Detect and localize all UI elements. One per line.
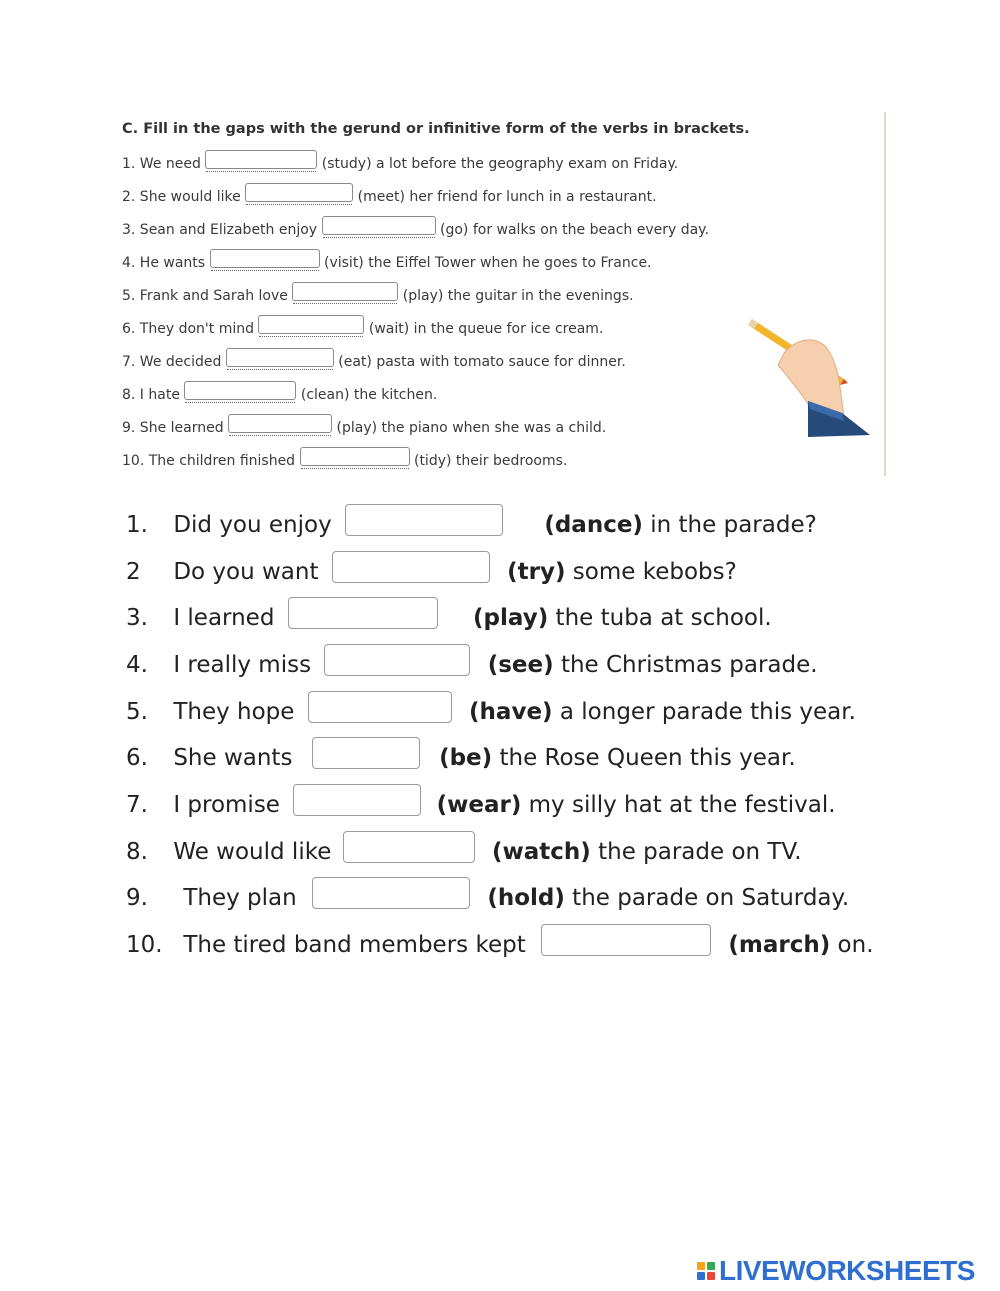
exercise-c-row: 2. She would like (meet) her friend for lunch in a restaurant.: [122, 187, 657, 207]
exercise-row: 10. The tired band members kept (march) on.: [126, 928, 874, 962]
answer-input[interactable]: [541, 924, 711, 956]
exercise-c-row: 9. She learned (play) the piano when she was a child.: [122, 418, 606, 438]
exercise-c-row: 7. We decided (eat) pasta with tomato sauce for dinner.: [122, 352, 626, 372]
exercise-c-row: 6. They don't mind (wait) in the queue for ice cream.: [122, 319, 603, 339]
answer-input[interactable]: [345, 504, 503, 536]
exercise-row: 7. I promise (wear) my silly hat at the festival.: [126, 788, 836, 822]
exercise-row: 2 Do you want (try) some kebobs?: [126, 555, 737, 589]
liveworksheets-branding[interactable]: [697, 1255, 975, 1287]
exercise-c-row: 5. Frank and Sarah love (play) the guitar in the evenings.: [122, 286, 634, 306]
liveworksheets-wordmark: LIVEWORKSHEETS: [719, 1255, 975, 1286]
exercise-row: 8. We would like (watch) the parade on TV.: [126, 835, 802, 869]
exercise-row: 3. I learned (play) the tuba at school.: [126, 601, 772, 635]
answer-input[interactable]: [288, 597, 438, 629]
exercise-c-row: 4. He wants (visit) the Eiffel Tower when he goes to France.: [122, 253, 652, 273]
exercise-c-row: 10. The children finished (tidy) their bedrooms.: [122, 451, 567, 471]
answer-input[interactable]: [308, 691, 452, 723]
answer-input[interactable]: [332, 551, 490, 583]
answer-input[interactable]: [293, 784, 421, 816]
answer-input[interactable]: [324, 644, 470, 676]
answer-input[interactable]: [312, 737, 420, 769]
exercise-c-row: 1. We need (study) a lot before the geography exam on Friday.: [122, 154, 678, 174]
answer-input[interactable]: [312, 877, 470, 909]
exercise-row: 4. I really miss (see) the Christmas parade.: [126, 648, 818, 682]
section-c-title: C. Fill in the gaps with the gerund or infinitive form of the verbs in brackets.: [122, 121, 750, 137]
liveworksheets-logo-icon: [697, 1262, 715, 1280]
exercise-row: 6. She wants (be) the Rose Queen this year.: [126, 741, 796, 775]
exercise-c-row: 3. Sean and Elizabeth enjoy (go) for walks on the beach every day.: [122, 220, 709, 240]
exercise-c-row: 8. I hate (clean) the kitchen.: [122, 385, 437, 405]
exercise-row: 1. Did you enjoy (dance) in the parade?: [126, 508, 817, 542]
exercise-row: 5. They hope (have) a longer parade this year.: [126, 695, 856, 729]
exercise-row: 9. They plan (hold) the parade on Saturday.: [126, 881, 849, 915]
answer-input[interactable]: [343, 831, 475, 863]
